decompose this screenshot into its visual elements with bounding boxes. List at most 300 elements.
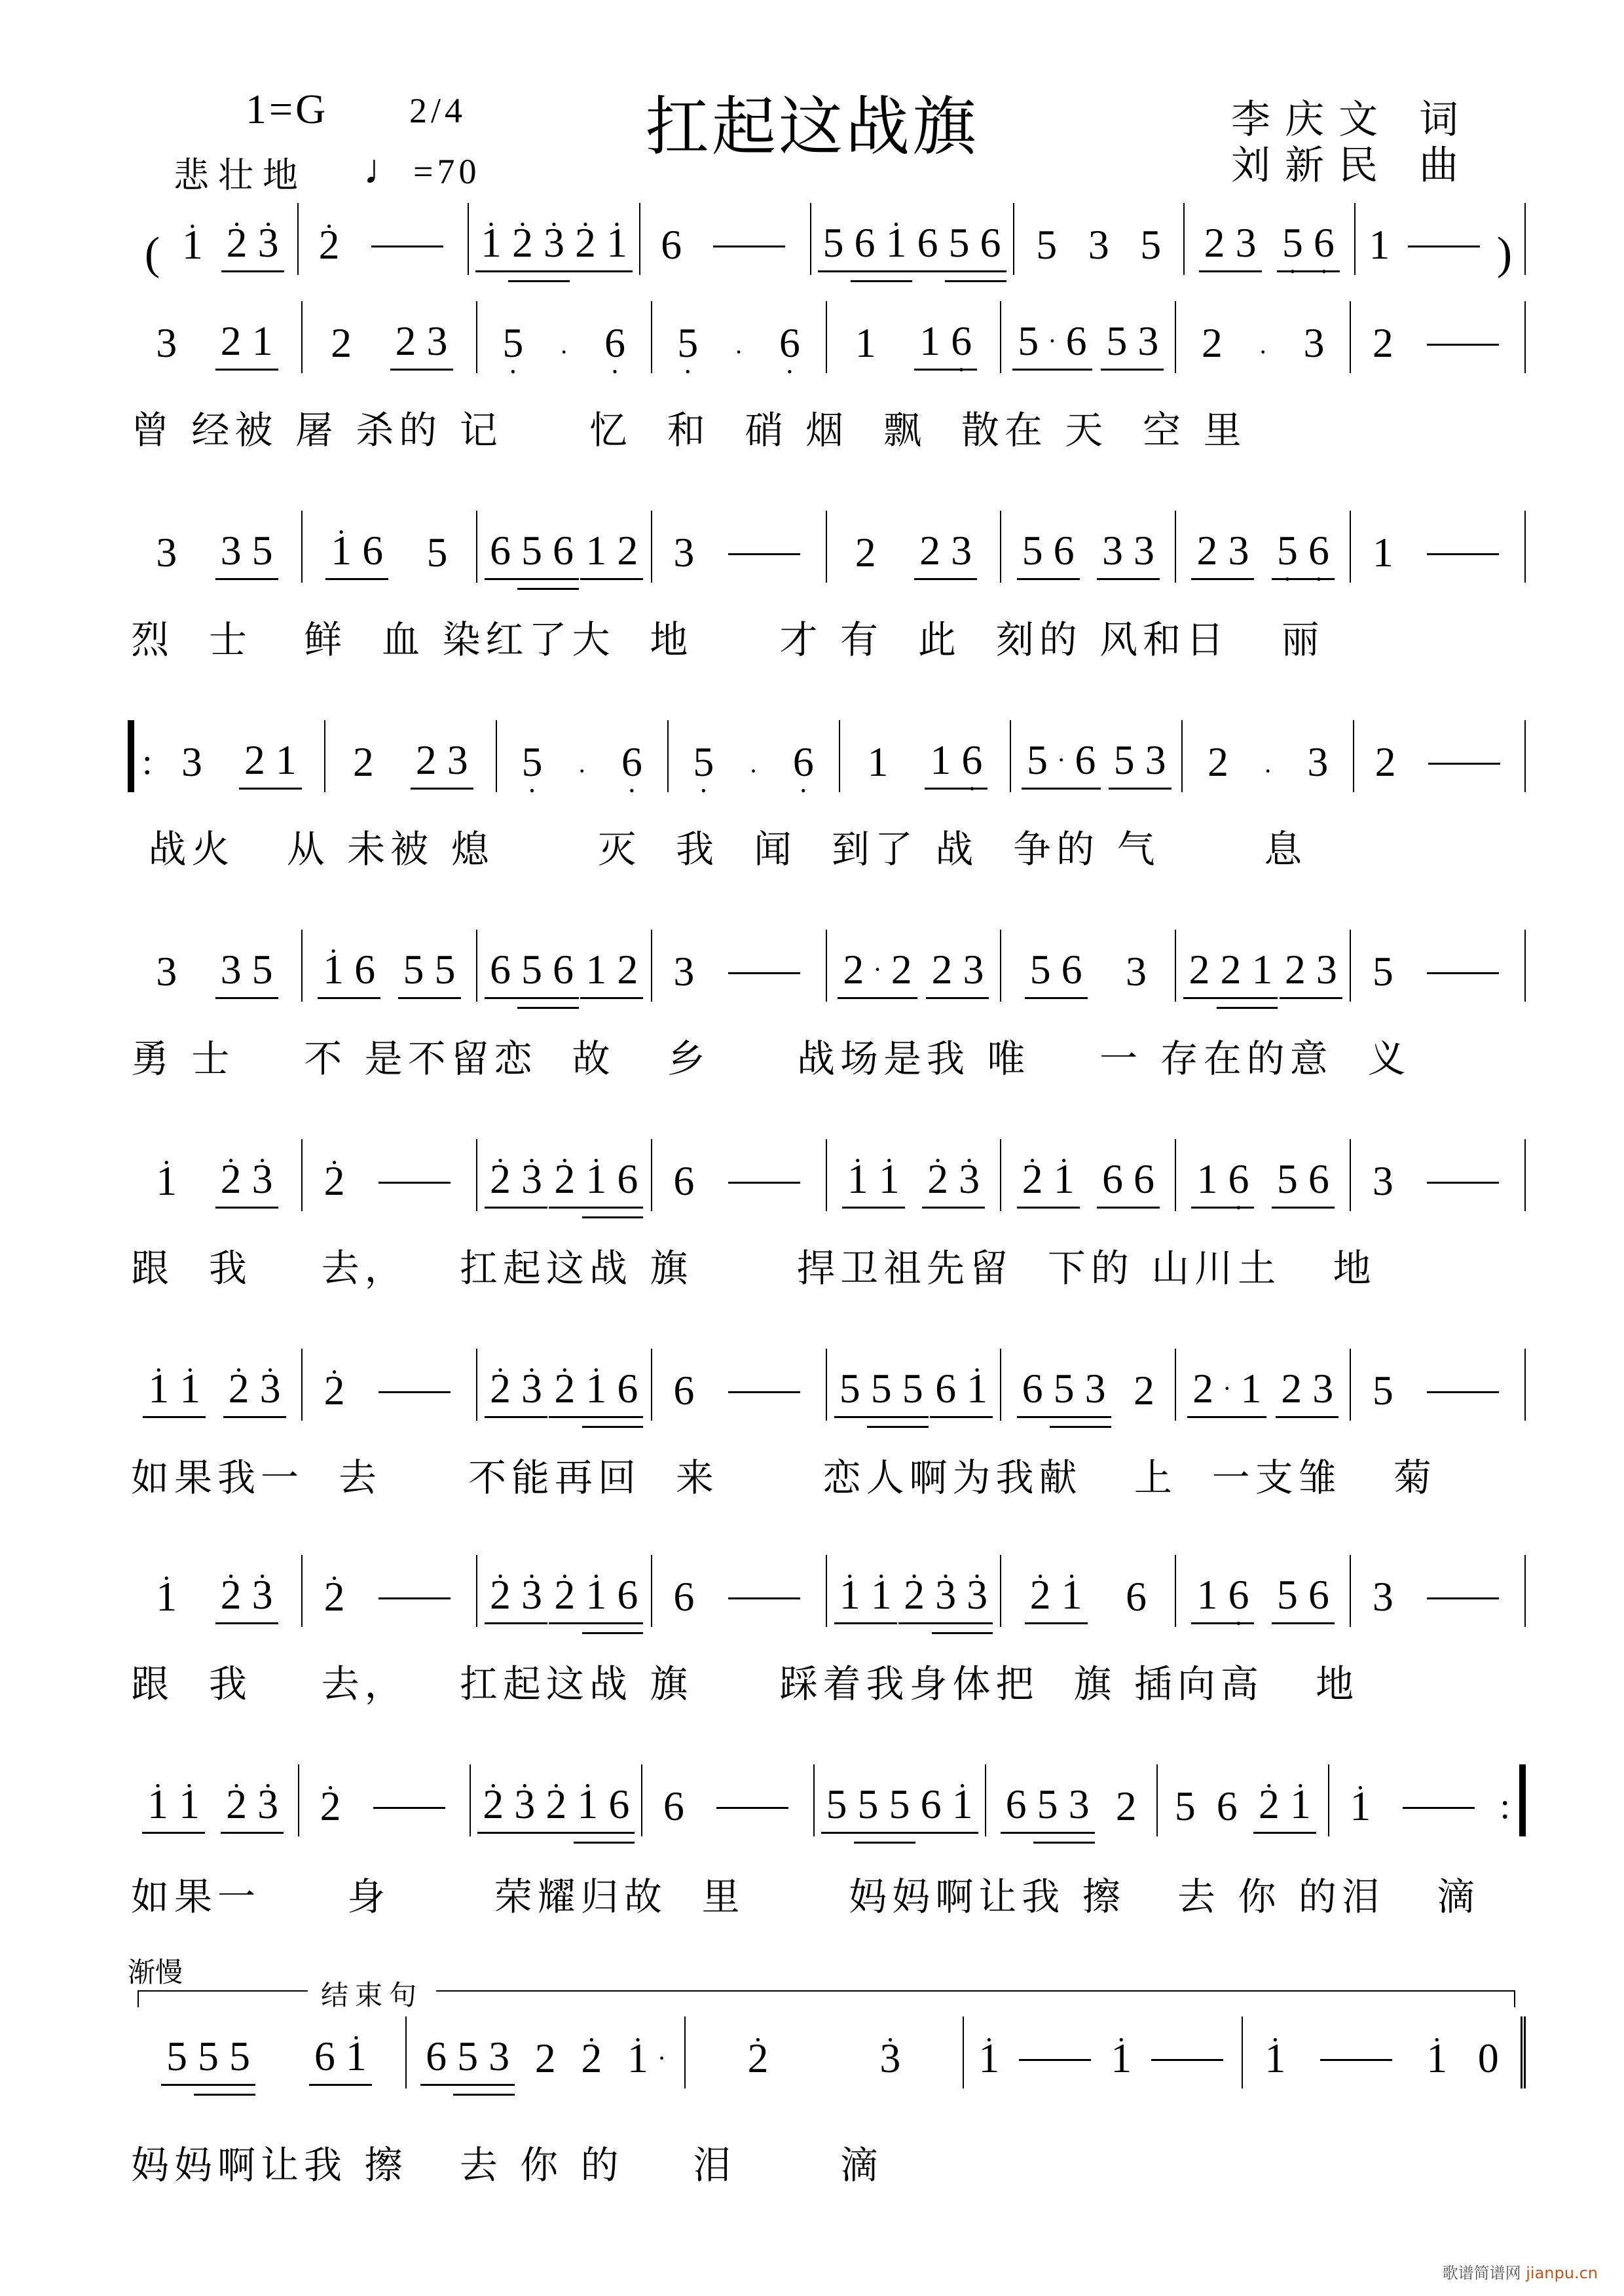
score-line bbox=[128, 930, 1526, 1002]
note-group bbox=[1272, 1158, 1335, 1209]
note bbox=[1120, 948, 1152, 1002]
dash-extension bbox=[716, 1807, 788, 1809]
note-digit: 6 bbox=[1134, 1156, 1155, 1202]
note-group bbox=[1272, 1571, 1335, 1624]
measure bbox=[686, 2016, 965, 2088]
note-digit: 5 bbox=[426, 529, 448, 575]
note-digit: 6 bbox=[854, 219, 876, 266]
note-group bbox=[922, 1158, 985, 1209]
note-digit: • 2 bbox=[221, 1783, 252, 1825]
note-group bbox=[215, 1571, 278, 1624]
dash-extension bbox=[1427, 344, 1499, 346]
note bbox=[622, 2037, 670, 2088]
note-group bbox=[838, 946, 917, 999]
note-group bbox=[142, 1783, 205, 1834]
measure bbox=[303, 930, 477, 1002]
note-digit: 2 bbox=[1192, 1365, 1214, 1412]
note-digit: • 1 bbox=[834, 1574, 866, 1616]
note bbox=[1105, 2037, 1137, 2088]
note-digit: 5 bbox=[229, 2033, 250, 2079]
note-group bbox=[1276, 1365, 1338, 1418]
note-group bbox=[215, 946, 278, 999]
note-digit: 2 bbox=[395, 318, 416, 364]
measure bbox=[964, 2016, 1243, 2088]
note-digit: 2 bbox=[534, 2035, 556, 2081]
note-digit: 3 bbox=[1134, 527, 1155, 574]
note-digit: 6 bbox=[673, 1573, 695, 1620]
note-digit: • 3 bbox=[252, 1783, 284, 1825]
note bbox=[668, 1573, 699, 1627]
measure bbox=[477, 1139, 652, 1211]
lyrics-line: 跟 我 去， 扛起这战 旗 踩着我身体把 旗 插向高 地 bbox=[131, 1662, 1359, 1706]
note-group bbox=[580, 527, 643, 580]
note-digit: • 2 bbox=[314, 224, 345, 266]
note-digit: • 2 bbox=[1025, 1574, 1056, 1616]
note-digit: 5 bbox=[457, 2033, 479, 2079]
note-digit: 2 bbox=[855, 529, 876, 575]
note-digit: 3 bbox=[220, 527, 242, 574]
note-digit: 1 bbox=[1372, 529, 1393, 575]
measure bbox=[1351, 1139, 1526, 1211]
tempo-value: =70 bbox=[413, 152, 481, 191]
measure bbox=[642, 1764, 814, 1836]
quarter-note-icon: ♩ bbox=[363, 146, 409, 192]
note-digit: 3 bbox=[1372, 1573, 1393, 1620]
note-group bbox=[485, 527, 579, 580]
dash-extension bbox=[373, 1807, 445, 1809]
note-digit: · bbox=[1048, 326, 1057, 355]
measure bbox=[325, 720, 497, 792]
measure bbox=[1351, 1555, 1526, 1627]
note-digit: • 1 bbox=[1056, 1574, 1088, 1616]
note-group bbox=[570, 219, 633, 272]
note-digit: : 3 bbox=[181, 738, 202, 785]
note bbox=[1367, 529, 1399, 583]
note-digit: 6 bbox=[1022, 1365, 1043, 1412]
note bbox=[688, 738, 719, 792]
measure bbox=[299, 203, 470, 275]
measure bbox=[1011, 720, 1183, 792]
measure bbox=[827, 511, 1002, 583]
measure bbox=[128, 1555, 303, 1627]
note-digit: 1 bbox=[1251, 946, 1273, 993]
note-digit: 6 • bbox=[956, 739, 987, 781]
note bbox=[576, 2037, 607, 2088]
note-digit: • 2 bbox=[215, 1158, 247, 1200]
measure bbox=[128, 301, 303, 373]
dotted-rhythm: · bbox=[734, 337, 743, 367]
note-digit: 5 bbox=[1018, 318, 1039, 364]
note-digit: 3 bbox=[1068, 1781, 1090, 1827]
note-digit: 6 bbox=[489, 527, 511, 574]
note-digit: 2 bbox=[352, 738, 374, 785]
note-digit: 6 bbox=[1308, 1156, 1329, 1202]
note bbox=[668, 948, 699, 1002]
note bbox=[1196, 319, 1228, 373]
note-group bbox=[818, 219, 912, 272]
note-group bbox=[1012, 320, 1092, 371]
note-group bbox=[390, 320, 453, 371]
note-digit: 1 bbox=[930, 737, 951, 783]
note-digit: • 3 bbox=[953, 1158, 985, 1200]
note-digit: 5 bbox=[948, 219, 970, 266]
note-digit: 1 bbox=[585, 946, 607, 993]
note-digit: • 1 bbox=[601, 222, 633, 264]
note-digit: 3 bbox=[673, 948, 695, 994]
measure bbox=[1354, 720, 1526, 792]
measure bbox=[1351, 1349, 1526, 1421]
note bbox=[1202, 738, 1234, 792]
note-digit: · bbox=[873, 955, 882, 984]
note-group bbox=[1199, 219, 1262, 272]
note-digit: 6 bbox=[1005, 1781, 1027, 1827]
note-digit: • 3 bbox=[930, 1574, 961, 1616]
note-digit: 2 bbox=[331, 319, 352, 366]
note-digit: • 1 bbox=[318, 949, 349, 991]
note-digit: 2 bbox=[1375, 738, 1396, 785]
note-digit: 6 bbox=[673, 1157, 695, 1204]
note-digit: 3 bbox=[489, 2033, 510, 2079]
note-digit: 6 bbox=[1053, 527, 1075, 574]
note-digit: 2 bbox=[1196, 527, 1218, 574]
note-digit: · bbox=[1057, 745, 1066, 774]
note-digit: • 1 bbox=[961, 1368, 993, 1410]
note-digit: • 2 bbox=[221, 222, 253, 264]
note-group bbox=[1280, 946, 1342, 999]
note-digit: 3 bbox=[1228, 527, 1249, 574]
note bbox=[1120, 1573, 1152, 1627]
lyrics-line: 如果我一 去 不能再回 来 恋人啊为我献 上 一支雏 菊 bbox=[131, 1455, 1437, 1500]
measure bbox=[128, 511, 303, 583]
note-digit: 5 bbox=[1022, 527, 1043, 574]
measure bbox=[1001, 1139, 1176, 1211]
note bbox=[1421, 2037, 1452, 2088]
score-line bbox=[128, 203, 1526, 279]
note-digit: 3 bbox=[1307, 738, 1329, 785]
note-digit: 3 bbox=[1137, 318, 1159, 364]
note bbox=[1135, 221, 1166, 275]
ritardando-mark: 渐慢 bbox=[128, 1956, 183, 1988]
note-group bbox=[834, 1365, 929, 1418]
measure bbox=[407, 2016, 686, 2088]
note bbox=[348, 738, 379, 792]
note-digit: 2 bbox=[415, 737, 437, 783]
measure bbox=[1001, 1349, 1176, 1421]
watermark-site-name: 歌谱简谱网 bbox=[1442, 2264, 1521, 2282]
note bbox=[672, 319, 703, 373]
note-digit: 3 bbox=[1088, 221, 1109, 268]
note bbox=[850, 529, 881, 583]
measure bbox=[303, 511, 477, 583]
score-line bbox=[128, 2016, 1526, 2088]
note-digit: 5 • bbox=[672, 322, 703, 364]
note-group bbox=[318, 946, 380, 999]
note-digit: • 2 bbox=[570, 222, 601, 264]
note-group bbox=[540, 1783, 635, 1834]
measure bbox=[1243, 2016, 1526, 2088]
note-digit: • 1 bbox=[1285, 1783, 1316, 1825]
note-group bbox=[161, 2035, 255, 2086]
dash-extension bbox=[1408, 246, 1480, 247]
note-group bbox=[1277, 219, 1340, 272]
note-digit: 5 bbox=[1053, 1365, 1075, 1412]
note-digit: 6 bbox=[552, 527, 574, 574]
measure bbox=[303, 301, 477, 373]
measure bbox=[827, 1555, 1002, 1627]
song-title: 扛起这战旗 bbox=[645, 90, 980, 164]
lyrics-line: 战火 从 未被 熄 灭 我 闻 到了 战 争的 气 息 bbox=[131, 827, 1308, 871]
note-digit: 5 • bbox=[497, 322, 528, 364]
note bbox=[319, 1157, 350, 1211]
note-digit: 6 bbox=[314, 2033, 335, 2079]
note bbox=[743, 2037, 774, 2088]
note-digit: • 1 bbox=[1259, 2037, 1291, 2079]
note-digit: 1 bbox=[1196, 1571, 1218, 1618]
note-digit: 5 bbox=[1029, 946, 1051, 993]
note-digit: • 1 bbox=[1421, 2037, 1452, 2079]
note-group bbox=[1253, 1783, 1316, 1834]
note bbox=[616, 738, 648, 792]
note bbox=[668, 1157, 699, 1211]
note bbox=[1259, 2037, 1291, 2088]
measure bbox=[477, 1555, 652, 1627]
note-group bbox=[325, 527, 388, 580]
note-group bbox=[221, 1783, 284, 1834]
note-group bbox=[915, 1783, 978, 1834]
note-digit: 6 bbox=[608, 1781, 630, 1827]
measure bbox=[827, 1139, 1002, 1211]
note-group bbox=[485, 1158, 547, 1209]
close-paren: ) bbox=[1496, 228, 1513, 279]
dash-extension bbox=[713, 246, 785, 247]
note-group bbox=[1191, 1571, 1254, 1624]
measure bbox=[1001, 1555, 1176, 1627]
measure bbox=[1351, 930, 1526, 1002]
measure bbox=[477, 301, 652, 373]
score-line bbox=[128, 511, 1526, 583]
note-digit: • 3 bbox=[253, 222, 284, 264]
note bbox=[668, 529, 699, 583]
time-signature: 2/4 bbox=[409, 91, 467, 130]
dash-extension bbox=[1427, 1597, 1499, 1599]
note-digit: 5 bbox=[1037, 1781, 1058, 1827]
note-digit: 5 bbox=[251, 946, 273, 993]
note bbox=[319, 1573, 350, 1627]
note-digit: 2 bbox=[617, 527, 638, 574]
note bbox=[1344, 1785, 1376, 1836]
note-digit: 6 • bbox=[1223, 1574, 1254, 1616]
note-digit: • 1 bbox=[866, 1574, 897, 1616]
measure bbox=[128, 1139, 303, 1211]
note-digit: 3 bbox=[1126, 948, 1147, 994]
measure bbox=[827, 301, 1002, 373]
note-group bbox=[239, 739, 302, 790]
note-digit: 3 bbox=[220, 946, 242, 993]
note-digit: 1 bbox=[919, 318, 941, 364]
note-digit: 5 bbox=[521, 527, 542, 574]
note-digit: 6 bbox=[917, 219, 938, 266]
note-digit: 3 bbox=[1235, 219, 1257, 266]
note-digit: 6 • bbox=[946, 320, 977, 362]
note-digit: 6 bbox=[661, 221, 682, 268]
note-digit: 6 bbox=[617, 1571, 638, 1618]
dash-extension bbox=[371, 246, 443, 247]
note-group bbox=[898, 1571, 993, 1624]
note-digit: 5 bbox=[1140, 221, 1162, 268]
note-group bbox=[1097, 527, 1160, 580]
note bbox=[1211, 1785, 1243, 1836]
note bbox=[1111, 1785, 1142, 1836]
note bbox=[517, 738, 548, 792]
note-digit: 6 • bbox=[1308, 222, 1340, 264]
note-digit: 1 bbox=[867, 738, 889, 785]
dash-extension bbox=[1427, 553, 1499, 555]
note-group bbox=[1025, 946, 1088, 999]
note-digit: • 2 bbox=[540, 1783, 572, 1825]
note-digit: 3 bbox=[1372, 1157, 1393, 1204]
note-digit: 2 bbox=[244, 737, 265, 783]
measure bbox=[815, 1764, 986, 1836]
note-digit: • 1 bbox=[177, 224, 208, 266]
measure bbox=[1351, 511, 1526, 583]
note bbox=[655, 221, 687, 275]
measure bbox=[1176, 1139, 1351, 1211]
note-digit: • 2 bbox=[215, 1574, 247, 1616]
note bbox=[1128, 1367, 1160, 1421]
note-digit: • 2 bbox=[549, 1368, 580, 1410]
note bbox=[530, 2037, 561, 2088]
note-group bbox=[1187, 1365, 1266, 1418]
note-digit: 5 • bbox=[1272, 530, 1303, 572]
note-group bbox=[1109, 739, 1172, 790]
note-digit: 5 bbox=[870, 1365, 892, 1412]
note-digit: 6 bbox=[1065, 318, 1087, 364]
note-digit: 3 bbox=[1145, 737, 1166, 783]
note-group bbox=[1022, 739, 1101, 790]
note-group bbox=[821, 1783, 915, 1834]
note-digit: 5 bbox=[1372, 1367, 1393, 1413]
note-digit: 5 • bbox=[688, 741, 719, 783]
note-digit: 2 bbox=[1115, 1783, 1137, 1829]
dash-extension bbox=[728, 1182, 800, 1184]
note-digit: 3 bbox=[1312, 1365, 1334, 1412]
measure bbox=[303, 1349, 477, 1421]
note bbox=[1302, 738, 1333, 792]
note-digit: • 3 bbox=[247, 1158, 278, 1200]
note-digit: 2 bbox=[1208, 738, 1228, 785]
note-digit: • 1 bbox=[580, 1368, 612, 1410]
measure bbox=[469, 203, 640, 275]
measure bbox=[497, 720, 669, 792]
measure bbox=[652, 1139, 827, 1211]
note-digit: 1 bbox=[1196, 1156, 1218, 1202]
note-digit: 6 bbox=[1216, 1783, 1238, 1829]
note-digit: 3 bbox=[447, 737, 468, 783]
note-digit: 5 bbox=[1174, 1783, 1196, 1829]
note-digit: • 1 bbox=[143, 1368, 174, 1410]
measure bbox=[669, 720, 840, 792]
measure bbox=[1185, 203, 1356, 275]
score-line bbox=[128, 1555, 1526, 1627]
note-group bbox=[549, 1365, 643, 1418]
measure bbox=[477, 930, 652, 1002]
note-digit: • 2 bbox=[922, 1158, 953, 1200]
note-digit: • 2 bbox=[315, 1785, 346, 1827]
note-digit: • 1 bbox=[1344, 1785, 1376, 1827]
note-digit: 6 bbox=[1126, 1573, 1147, 1620]
measure bbox=[652, 1555, 827, 1627]
lyricist-credit: 李庆文 词 bbox=[1231, 97, 1473, 143]
note bbox=[1367, 1157, 1399, 1211]
note-group bbox=[1017, 527, 1080, 580]
note-group bbox=[842, 1158, 905, 1209]
note bbox=[422, 529, 453, 583]
note-digit: 5 bbox=[166, 2033, 187, 2079]
measure bbox=[1001, 511, 1176, 583]
note-digit: 6 bbox=[663, 1783, 684, 1829]
dash-extension bbox=[1151, 2059, 1223, 2061]
dotted-rhythm: · bbox=[748, 756, 758, 786]
note bbox=[788, 738, 819, 792]
note-digit: 2 bbox=[1281, 1365, 1302, 1412]
measure bbox=[1176, 511, 1351, 583]
note-digit: • 1 bbox=[1105, 2037, 1137, 2079]
note-digit: 6 bbox=[617, 1156, 638, 1202]
dash-extension bbox=[378, 1597, 451, 1599]
measure bbox=[1158, 1764, 1329, 1836]
watermark bbox=[1443, 2260, 1598, 2283]
note-digit: • 2 bbox=[485, 1158, 516, 1200]
note-digit: 5 bbox=[251, 527, 273, 574]
note-digit: • 1 bbox=[151, 1160, 182, 1202]
note bbox=[151, 1573, 182, 1627]
note-digit: 3 bbox=[1084, 1365, 1106, 1412]
note-digit: 5 bbox=[839, 1365, 860, 1412]
measure bbox=[652, 930, 827, 1002]
score-line bbox=[128, 301, 1526, 373]
note-group bbox=[485, 1571, 547, 1624]
note-digit: • 3 bbox=[538, 222, 570, 264]
measure bbox=[827, 930, 1002, 1002]
note-digit: • 3 bbox=[509, 1783, 540, 1825]
note bbox=[176, 738, 208, 792]
expression-mark: 悲壮地 bbox=[174, 155, 307, 196]
note-digit: • 2 bbox=[1253, 1783, 1285, 1825]
note-digit: • 1 bbox=[174, 1368, 206, 1410]
dash-extension bbox=[1320, 2059, 1392, 2061]
note-digit: 5 • bbox=[517, 741, 548, 783]
note-digit: • 3 bbox=[516, 1368, 547, 1410]
measure bbox=[128, 2016, 407, 2088]
note-digit: 2 bbox=[1284, 946, 1306, 993]
note bbox=[1031, 221, 1062, 275]
note-digit: • 1 bbox=[842, 1158, 874, 1200]
note-group bbox=[580, 946, 643, 999]
note bbox=[1367, 948, 1399, 1002]
note-digit: 2 bbox=[891, 946, 912, 993]
note-digit: • 1 bbox=[947, 1783, 978, 1825]
note-digit: • 3 bbox=[255, 1368, 286, 1410]
note-digit: 3 bbox=[426, 318, 448, 364]
measure bbox=[1329, 1764, 1526, 1836]
note-digit: 5 bbox=[1113, 737, 1135, 783]
dash-extension bbox=[728, 1597, 800, 1599]
note-digit: 2 bbox=[617, 946, 638, 993]
dash-extension bbox=[728, 972, 800, 974]
note-digit: 3 bbox=[963, 946, 984, 993]
measure bbox=[128, 1764, 299, 1836]
note-group bbox=[549, 1571, 643, 1624]
